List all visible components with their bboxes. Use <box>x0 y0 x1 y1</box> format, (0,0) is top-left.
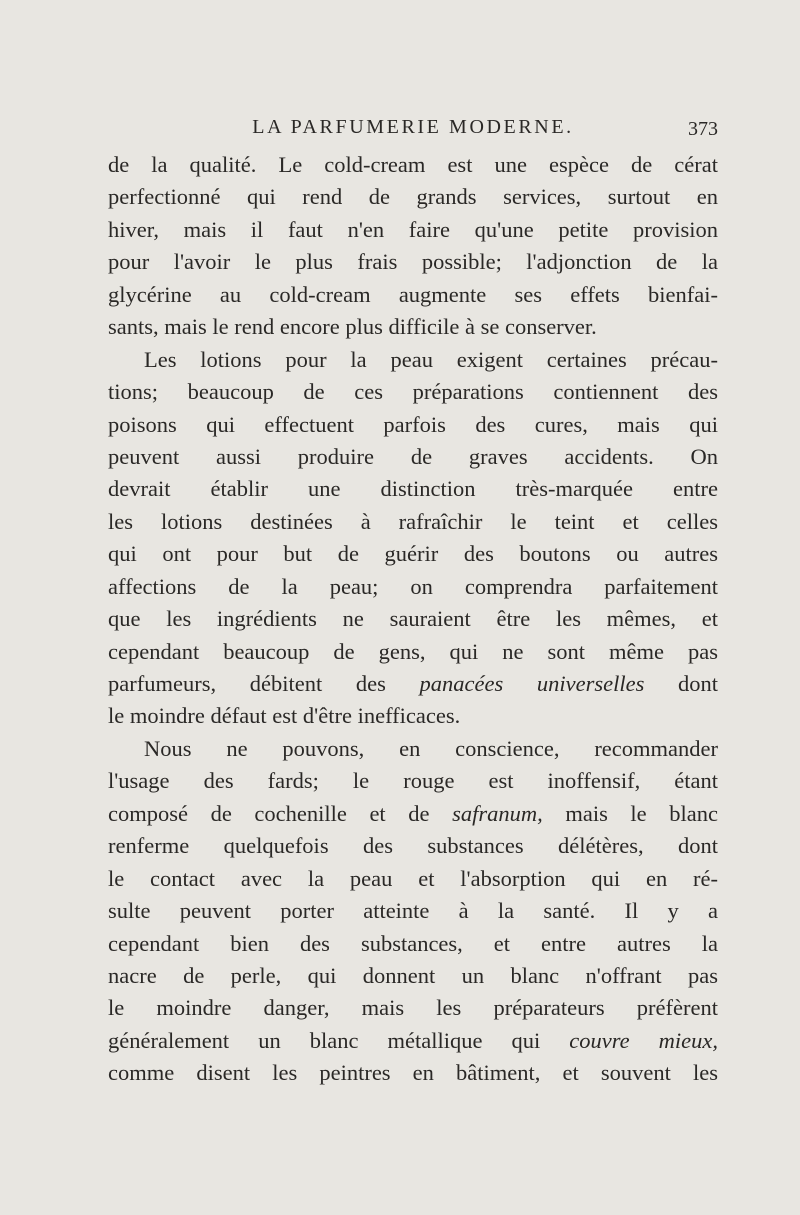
text-segment: le contact avec la peau et l'absorption qui en ré- <box>108 865 718 891</box>
text-segment: l'usage des fards; le rouge est inoffensif, étant <box>108 768 718 794</box>
italic-text-segment: couvre mieux, <box>569 1027 719 1053</box>
text-line <box>108 636 718 668</box>
text-line <box>108 279 718 311</box>
text-segment: les lotions destinées à rafraîchir le teint et celles <box>108 508 718 534</box>
text-segment: glycérine au cold-cream augmente ses effets bienfai- <box>108 281 718 307</box>
text-line <box>108 863 718 895</box>
text-line <box>108 181 718 213</box>
italic-text-segment: panacées universelles <box>419 671 645 696</box>
text-line <box>108 830 718 862</box>
text-line <box>108 960 718 992</box>
text-line <box>108 246 718 278</box>
text-segment: que les ingrédients ne sauraient être les mêmes, et <box>108 606 718 632</box>
text-line <box>108 733 718 765</box>
text-segment: pour l'avoir le plus frais possible; l'adjonction de la <box>108 249 718 275</box>
text-segment: parfumeurs, débitent des <box>108 671 420 696</box>
text-segment: perfectionné qui rend de grands services, surtout en <box>108 184 718 210</box>
text-segment: Les lotions pour la peau exigent certaines précau- <box>144 346 718 372</box>
text-segment: devrait établir une distinction très-marquée entre <box>108 476 718 502</box>
text-line <box>108 538 718 570</box>
text-segment: mais le blanc <box>542 800 718 826</box>
text-line <box>108 1025 718 1057</box>
text-line <box>108 1057 718 1089</box>
page-number: 373 <box>688 118 718 140</box>
text-segment: affections de la peau; on comprendra parfaitement <box>108 573 718 599</box>
running-title: LA PARFUMERIE MODERNE. <box>252 116 574 138</box>
text-line <box>108 992 718 1024</box>
body-text <box>108 149 718 1090</box>
text-segment: généralement un blanc métallique qui <box>108 1027 570 1053</box>
text-segment: composé de cochenille et de <box>108 800 453 826</box>
text-segment: renferme quelquefois des substances délétères, dont <box>108 833 718 859</box>
text-segment: le moindre défaut est d'être inefficaces. <box>108 703 461 729</box>
text-segment: le moindre danger, mais les préparateurs préfèrent <box>108 995 718 1021</box>
text-line <box>108 149 718 181</box>
italic-text-segment: safranum, <box>452 800 543 826</box>
text-segment: nacre de perle, qui donnent un blanc n'offrant pas <box>108 962 718 988</box>
text-segment: comme disent les peintres en bâtiment, et souvent les <box>108 1060 718 1086</box>
text-line <box>108 895 718 927</box>
text-segment: cependant beaucoup de gens, qui ne sont même pas <box>108 638 718 664</box>
text-line <box>108 214 718 246</box>
text-segment: dont <box>644 671 718 696</box>
text-segment: de la qualité. Le cold-cream est une espèce de cérat <box>108 152 718 177</box>
text-line <box>108 376 718 408</box>
text-line <box>108 571 718 603</box>
text-segment: tions; beaucoup de ces préparations contiennent des <box>108 379 718 405</box>
text-segment: peuvent aussi produire de graves accidents. On <box>108 443 718 469</box>
text-line <box>108 765 718 797</box>
text-line <box>108 603 718 635</box>
text-line <box>108 506 718 538</box>
text-line <box>108 311 718 343</box>
text-line <box>108 409 718 441</box>
text-segment: hiver, mais il faut n'en faire qu'une petite provision <box>108 216 718 242</box>
text-line <box>108 441 718 473</box>
running-head <box>108 114 718 148</box>
text-line <box>108 344 718 376</box>
text-line <box>108 798 718 830</box>
text-line <box>108 700 718 732</box>
text-segment: poisons qui effectuent parfois des cures, mais qui <box>108 411 718 437</box>
text-line <box>108 473 718 505</box>
text-line <box>108 928 718 960</box>
text-segment: Nous ne pouvons, en conscience, recommander <box>144 735 718 761</box>
text-segment: cependant bien des substances, et entre autres la <box>108 930 718 956</box>
text-segment: sulte peuvent porter atteinte à la santé. Il y a <box>108 898 718 924</box>
text-segment: sants, mais le rend encore plus difficile à se conserver. <box>108 314 597 340</box>
text-line <box>108 668 718 700</box>
text-segment: qui ont pour but de guérir des boutons ou autres <box>108 541 718 567</box>
